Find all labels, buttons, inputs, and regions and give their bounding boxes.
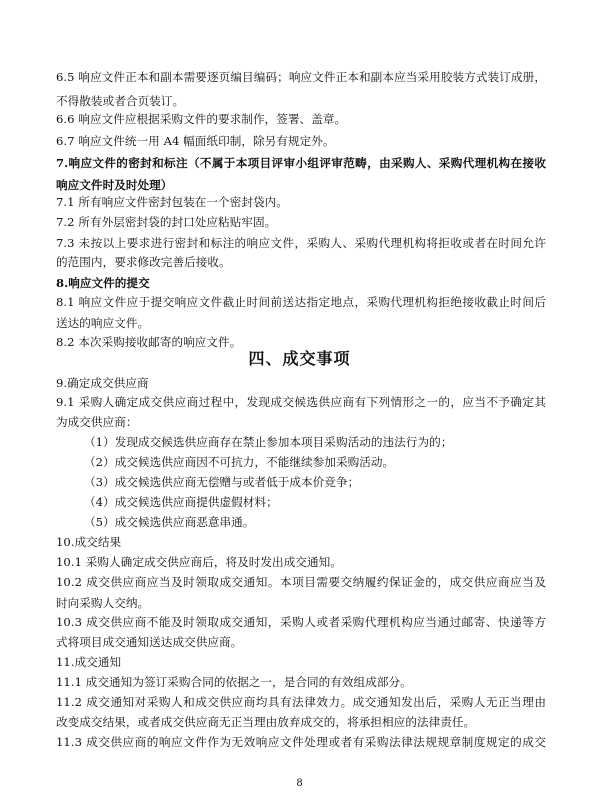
paragraph-line: 7.2 所有外层密封袋的封口处应粘贴牢固。 — [56, 215, 277, 229]
paragraph-line: 6.5 响应文件正本和副本需要逐页编目编码；响应文件正本和副本应当采用胶装方式装订成册， — [56, 70, 546, 84]
paragraph-line: 7.3 未按以上要求进行密封和标注的响应文件，采购人、采购代理机构将拒收或者在时间允许 — [56, 236, 546, 250]
list-item: （1）发现成交候选供应商存在禁止参加本项目采购活动的违法行为的； — [84, 435, 453, 449]
paragraph-line: 10.3 成交供应商不能及时领取成交通知，采购人或者采购代理机构应当通过邮寄、快递等方 — [56, 615, 546, 629]
paragraph-line: 11.1 成交通知为签订采购合同的依据之一，是合同的有效组成部分。 — [56, 675, 412, 689]
list-item: （2）成交候选供应商因不可抗力，不能继续参加采购活动。 — [84, 455, 395, 469]
paragraph-line: 6.7 响应文件统一用 A4 幅面纸印制，除另有规定外。 — [56, 134, 335, 148]
list-item: （3）成交候选供应商无偿赠与或者低于成本价竞争； — [84, 475, 360, 489]
paragraph-line: 8.2 本次采购接收邮寄的响应文件。 — [56, 335, 242, 349]
paragraph-line: 11.2 成交通知对采购人和成交供应商均具有法律效力。成交通知发出后，采购人无正当理由 — [56, 695, 546, 709]
paragraph-line: 8.1 响应文件应于提交响应文件截止时间前送达指定地点，采购代理机构拒绝接收截止时间后 — [56, 295, 546, 309]
paragraph-line: 10.2 成交供应商应当及时领取成交通知。本项目需要交纳履约保证金的，成交供应商应当及 — [56, 575, 546, 589]
list-item: （4）成交候选供应商提供虚假材料； — [84, 495, 278, 509]
paragraph-line: 9.1 采购人确定成交供应商过程中，发现成交候选供应商有下列情形之一的，应当不予确定其 — [56, 395, 546, 409]
section-heading: 11.成交通知 — [56, 655, 122, 669]
page-number: 8 — [296, 778, 303, 789]
section-heading: 8.响应文件的提交 — [56, 276, 150, 290]
section-heading: 响应文件时及时处理） — [56, 178, 173, 192]
list-item: （5）成交候选供应商恶意串通。 — [84, 515, 255, 529]
paragraph-line: 送达的响应文件。 — [56, 316, 150, 330]
paragraph-line: 改变成交结果，或者成交供应商无正当理由放弃成交的，将承担相应的法律责任。 — [56, 715, 476, 729]
chapter-title: 四、成交事项 — [248, 349, 351, 368]
section-heading: 7.响应文件的密封和标注（不属于本项目评审小组评审范畴，由采购人、采购代理机构在接收 — [56, 156, 546, 170]
paragraph-line: 6.6 响应文件应根据采购文件的要求制作，签署、盖章。 — [56, 112, 347, 126]
paragraph-line: 式将项目成交通知送达成交供应商。 — [56, 635, 243, 649]
paragraph-line: 时向采购人交纳。 — [56, 596, 150, 610]
paragraph-line: 10.1 采购人确定成交供应商后，将及时发出成交通知。 — [56, 555, 342, 569]
paragraph-line: 7.1 所有响应文件密封包装在一个密封袋内。 — [56, 195, 288, 209]
section-heading: 9.确定成交供应商 — [56, 376, 149, 390]
paragraph-line: 为成交供应商： — [56, 415, 138, 429]
section-heading: 10.成交结果 — [56, 535, 122, 549]
paragraph-line: 11.3 成交供应商的响应文件作为无效响应文件处理或者有采购法律法规规章制度规定的成交 — [56, 735, 546, 749]
paragraph-line: 不得散装或者合页装订。 — [56, 94, 185, 108]
paragraph-line: 的范围内，要求修改完善后接收。 — [56, 255, 231, 269]
